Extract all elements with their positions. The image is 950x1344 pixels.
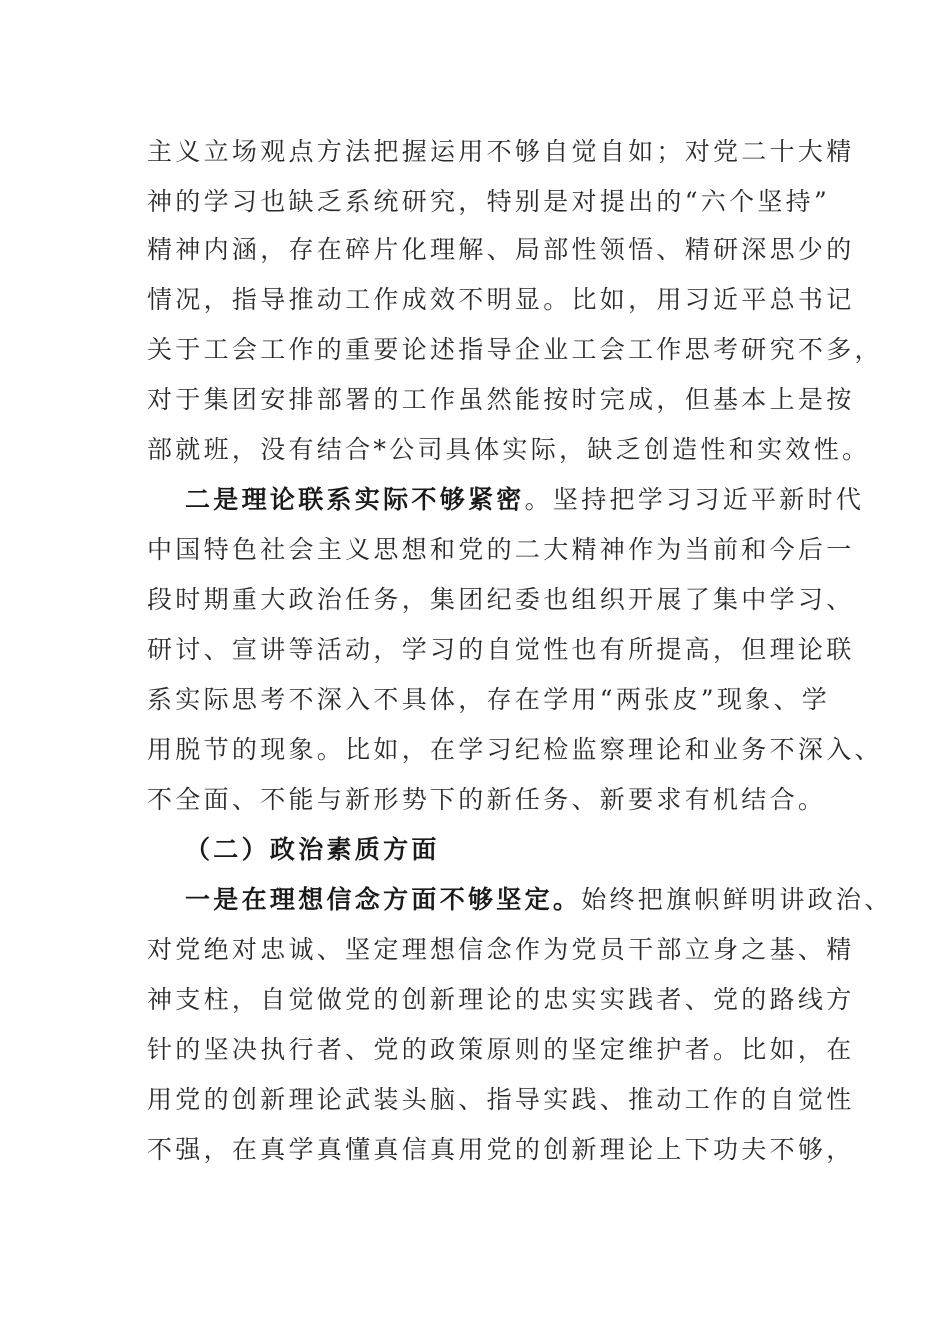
paragraph-first-line bbox=[185, 480, 864, 520]
section-heading: （二）政治素质方面 bbox=[185, 835, 440, 864]
paragraph-line: 神支柱，自觉做党的创新理论的忠实实践者、党的路线方 bbox=[147, 985, 855, 1014]
paragraph-line: 中国特色社会主义思想和党的二大精神作为当前和今后一 bbox=[147, 535, 855, 564]
paragraph-line: 对于集团安排部署的工作虽然能按时完成，但基本上是按 bbox=[147, 385, 855, 414]
paragraph-line: 用党的创新理论武装头脑、指导实践、推动工作的自觉性 bbox=[147, 1085, 855, 1114]
paragraph-text: 。坚持把学习习近平新时代 bbox=[524, 485, 865, 514]
paragraph-line: 神的学习也缺乏系统研究，特别是对提出的“六个坚持” bbox=[147, 187, 831, 216]
paragraph-line: 关于工会工作的重要论述指导企业工会工作思考研究不多， bbox=[147, 335, 883, 364]
paragraph-line: 主义立场观点方法把握运用不够自觉自如；对党二十大精 bbox=[147, 137, 855, 166]
paragraph-line: 精神内涵，存在碎片化理解、局部性领悟、精研深思少的 bbox=[147, 235, 855, 264]
bold-lead-text: 二是理论联系实际不够紧密 bbox=[185, 485, 525, 514]
paragraph-line: 不强，在真学真懂真信真用党的创新理论上下功夫不够， bbox=[147, 1135, 855, 1164]
paragraph-line: 研讨、宣讲等活动，学习的自觉性也有所提高，但理论联 bbox=[147, 635, 855, 664]
paragraph-line: 用脱节的现象。比如，在学习纪检监察理论和业务不深入、 bbox=[147, 735, 883, 764]
paragraph-line: 系实际思考不深入不具体，存在学用“两张皮”现象、学 bbox=[147, 685, 831, 714]
paragraph-line: 针的坚决执行者、党的政策原则的坚定维护者。比如，在 bbox=[147, 1035, 855, 1064]
paragraph-line: 对党绝对忠诚、坚定理想信念作为党员干部立身之基、精 bbox=[147, 935, 855, 964]
paragraph-line: 不全面、不能与新形势下的新任务、新要求有机结合。 bbox=[147, 785, 827, 814]
paragraph-text: 始终把旗帜鲜明讲政治、 bbox=[581, 885, 893, 914]
paragraph-line: 段时期重大政治任务，集团纪委也组织开展了集中学习、 bbox=[147, 585, 855, 614]
paragraph-line: 部就班，没有结合*公司具体实际，缺乏创造性和实效性。 bbox=[147, 435, 871, 464]
paragraph-first-line bbox=[185, 880, 893, 920]
paragraph-line: 情况，指导推动工作成效不明显。比如，用习近平总书记 bbox=[147, 285, 855, 314]
bold-lead-text: 一是在理想信念方面不够坚定。 bbox=[185, 885, 582, 914]
